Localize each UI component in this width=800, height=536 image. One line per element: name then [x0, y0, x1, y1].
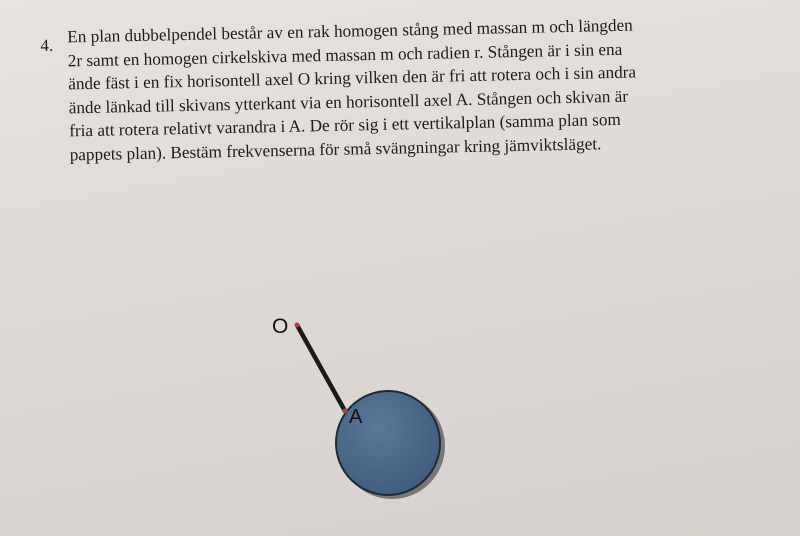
problem-line: ände fäst i en fix horisontell axel O kring vilken den är fri att rotera och i sin andra — [68, 62, 637, 94]
problem-number: 4. — [40, 35, 54, 55]
pivot-o-point — [295, 323, 300, 328]
rod — [297, 325, 345, 411]
problem-line: fria att rotera relativt varandra i A. De rör sig i ett vertikalplan (samma plan som — [69, 109, 622, 141]
problem-line: 2r samt en homogen cirkelskiva med massan m och radien r. Stången är i sin ena — [67, 39, 623, 70]
problem-line: En plan dubbelpendel består av en rak homogen stång med massan m och längden — [67, 15, 633, 47]
problem-line: pappets plan). Bestäm frekvenserna för små svängningar kring jämviktsläget. — [69, 133, 602, 164]
label-o: O — [272, 315, 289, 338]
label-a: A — [349, 406, 363, 428]
joint-a-point — [343, 409, 348, 414]
problem-line: ände länkad till skivans ytterkant via en horisontell axel A. Stången och skivan är — [68, 86, 629, 117]
